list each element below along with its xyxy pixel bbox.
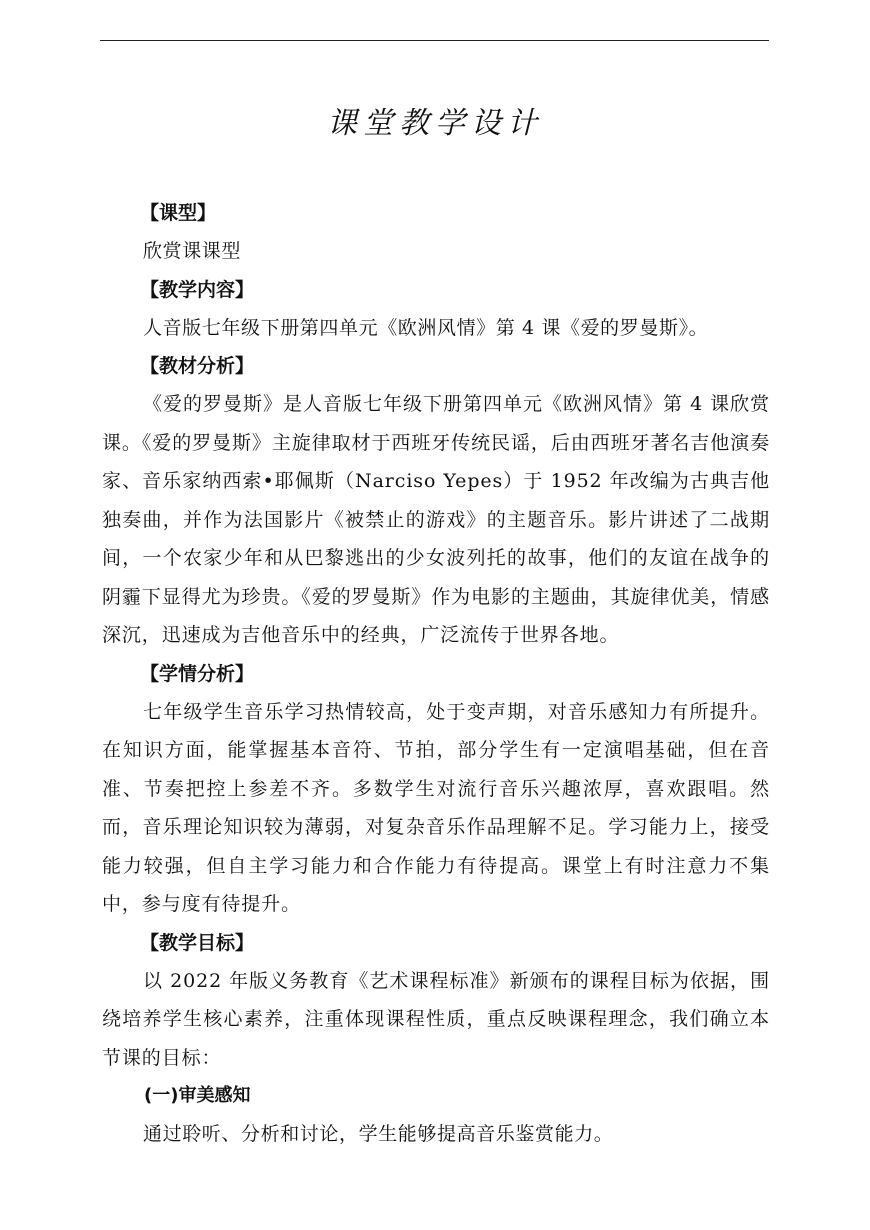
heading-student-analysis: 【学情分析】 (140, 662, 255, 685)
teaching-objectives-text: 以 2022 年版义务教育《艺术课程标准》新颁布的课程目标为依据，围绕培养学生核心素养，注重体现课程性质，重点反映课程理念，我们确立本节课的目标： (102, 969, 770, 1069)
subheading-aesthetic-perception: (一)审美感知 (144, 1085, 251, 1106)
heading-material-analysis: 【教材分析】 (140, 355, 255, 377)
header-rule (100, 40, 769, 41)
heading-lesson-type: 【课型】 (140, 202, 217, 224)
lesson-type-text: 欣赏课课型 (143, 240, 242, 262)
document-title: 课堂教学设计 (327, 106, 543, 141)
material-analysis-text: 《爱的罗曼斯》是人音版七年级下册第四单元《欧洲风情》第 4 课欣赏课。《爱的罗曼斯》主旋律取材于西班牙传统民谣，后由西班牙著名吉他演奏家、音乐家纳西索•耶佩斯（Narciso Yepes）于 1952 年改编为古典吉他独奏曲，并作为法国影片《被禁止的游戏》的主题音乐。影片讲述了二战期间，一个农家少年和从巴黎逃出的少女波列托的故事，他们的友谊在战争的阴霾下显得尤为珍贵。《爱的罗曼斯》作为电影的主题曲，其旋律优美，情感深沉，迅速成为吉他音乐中的经典，广泛流传于世界各地。 (102, 393, 770, 646)
teaching-content-text: 人音版七年级下册第四单元《欧洲风情》第 4 课《爱的罗曼斯》。 (143, 316, 709, 339)
heading-teaching-objectives: 【教学目标】 (140, 931, 255, 954)
student-analysis-text: 七年级学生音乐学习热情较高，处于变声期，对音乐感知力有所提升。在知识方面，能掌握基本音符、节拍，部分学生有一定演唱基础，但在音准、节奏把控上参差不齐。多数学生对流行音乐兴趣浓厚，喜欢跟唱。然而，音乐理论知识较为薄弱，对复杂音乐作品理解不足。学习能力上，接受能力较强，但自主学习能力和合作能力有待提高。课堂上有时注意力不集中，参与度有待提升。 (102, 700, 770, 915)
document-body (102, 194, 770, 1154)
aesthetic-perception-text: 通过聆听、分析和讨论，学生能够提高音乐鉴赏能力。 (143, 1123, 614, 1145)
heading-teaching-content: 【教学内容】 (140, 278, 255, 301)
